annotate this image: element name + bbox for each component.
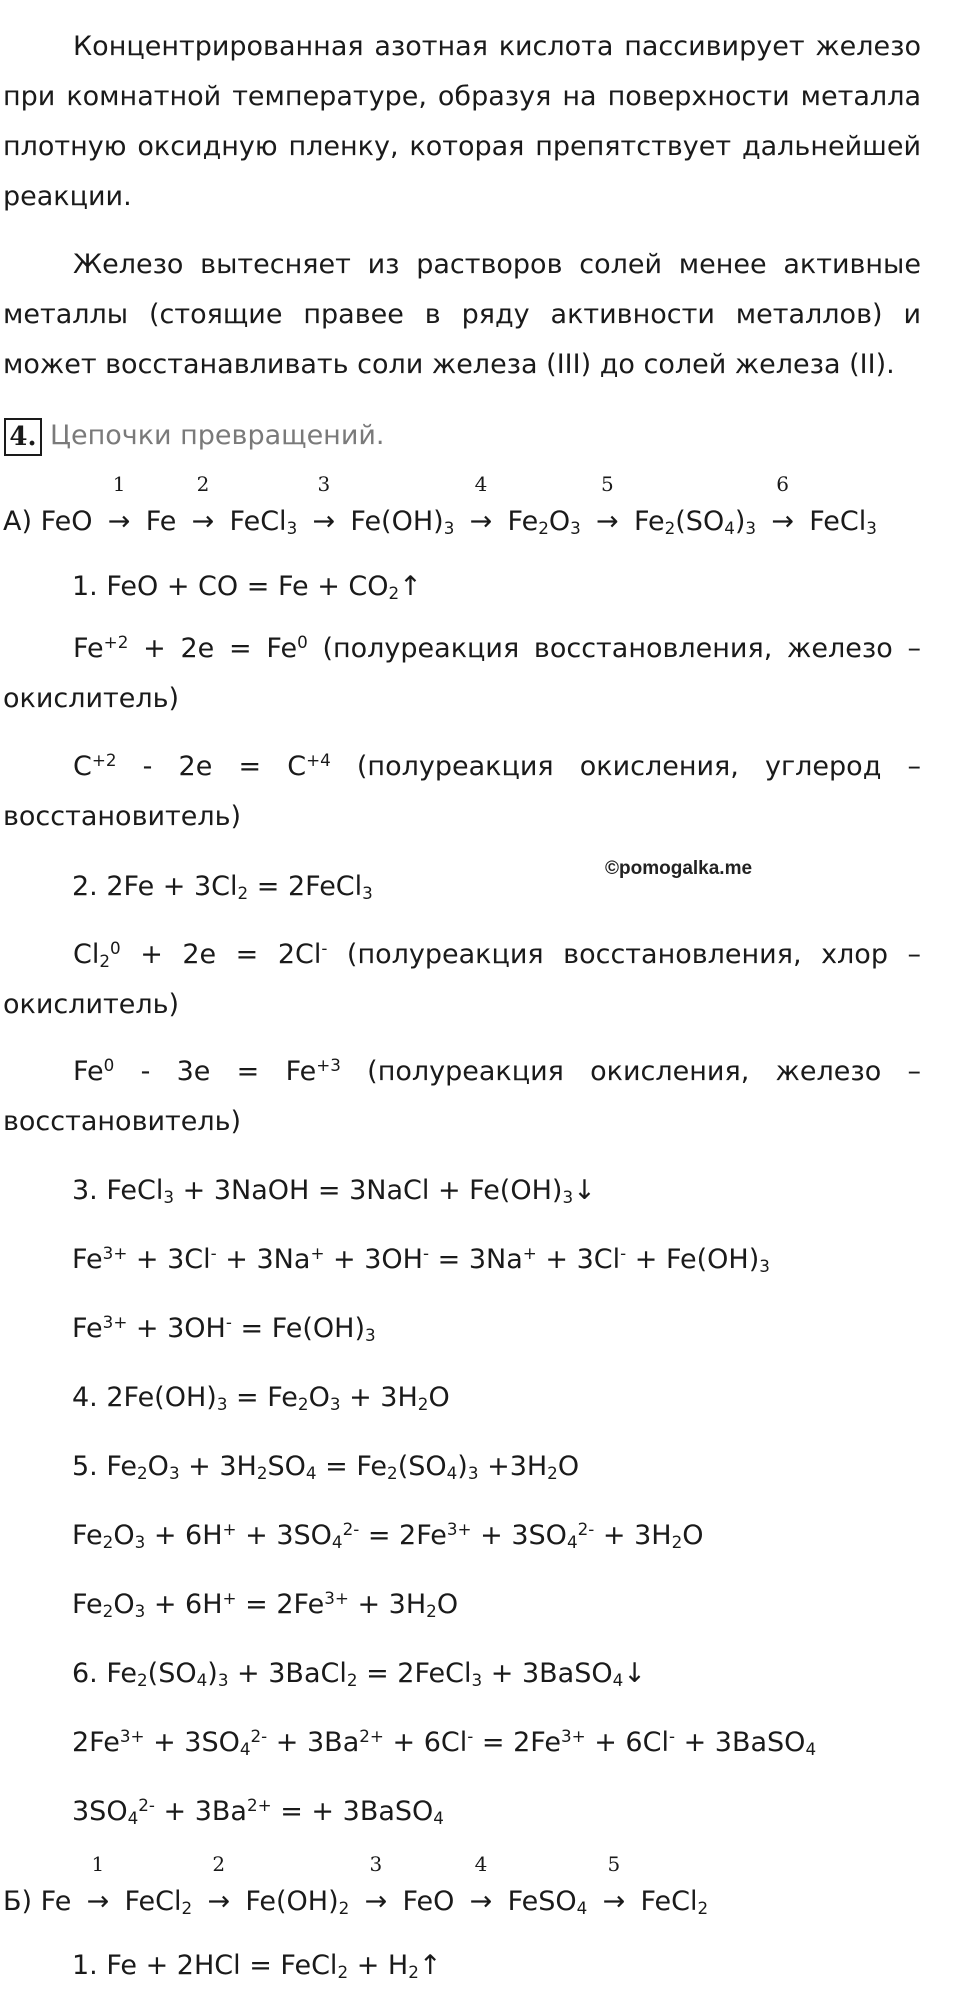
equation-a3-ionic-full: $Fe^{3+} + 3Cl^- + 3Na^+ + 3OH^- = 3Na^+ + 3Cl^- + Fe(OH)_3$ (72, 1242, 770, 1277)
equation-a2: 2. $2Fe + 3Cl_2$ = 2FeCl$_3$ (72, 871, 373, 904)
chain-label: Б) (3, 1886, 33, 1917)
paragraph-text: Концентрированная азотная кислота пассивирует железо при комнатной температуре, образуя на поверхности металла плотную оксидную пленку, которая препятствует дальнейшей реакции. (3, 31, 921, 212)
chain-b: Б) Fe 1 → FeCl$_2$ 2 → $Fe(OH)_2$ 3 → FeO 4 → FeSO$_4$ 5 → FeCl$_2$ (3, 1882, 708, 1922)
half-reaction-a1-reduction: $Fe^{+2} + 2e = Fe^0$ (полуреакция восстановления, железо – окислитель) (3, 631, 921, 714)
equation-a3-ionic-short: $Fe^{3+} + 3OH^- = Fe(OH)_3$ (72, 1311, 376, 1346)
chain-label: А) (3, 506, 33, 537)
watermark: ©pomogalka.me (605, 858, 753, 879)
half-reaction-a1-oxidation: $C^{+2} - 2e = C^{+4}$ (полуреакция окисления, углерод – восстановитель) (3, 749, 921, 832)
chain-arrow: 1 → (86, 1852, 110, 1917)
paragraph-text: Железо вытесняет из растворов солей менее активные металлы (стоящие правее в ряду активности металлов) и может восстанавливать соли железа (III) до солей железа (II). (3, 249, 921, 380)
equation-a5: 5. $Fe_2O_3 + 3H_2SO_4 = Fe_2(SO_4)_3 +3H_2O$ (72, 1451, 580, 1484)
paragraph-passivation (3, 22, 921, 222)
paragraph-displacement (3, 240, 921, 390)
half-reaction-a2-oxidation: $Fe^0 - 3e = Fe^{+3}$ (полуреакция окисления, железо – восстановитель) (3, 1054, 921, 1137)
equation-b1: 1. Fe + 2HCl = FeCl$_2$ + $H_2↑$ (72, 1950, 442, 1983)
chain-arrow: 5 → (602, 1852, 626, 1917)
chain-arrow: 6 → (771, 472, 794, 537)
equation-a5-ionic-short: $Fe_2O_3 + 6H^+ = 2Fe^{3+} + 3H_2O$ (72, 1587, 459, 1622)
task-number-box: 4. (4, 418, 42, 456)
chain-arrow: 2 → (191, 472, 215, 537)
equation-a6: 6. $Fe_2(SO_4)_3$ + 3BaCl$_2$ = 2FeCl$_3$ + 3BaSO$_4$↓ (72, 1658, 646, 1691)
chain-a: А) FeO 1 → Fe 2 → FeCl$_3$ 3 → $Fe(OH)_3$ 4 → $Fe_2O_3$ 5 → $Fe_2(SO_4)_3$ 6 → FeCl$_3$ (3, 502, 877, 542)
chain-arrow: 4 → (469, 1852, 493, 1917)
equation-a3: 3. FeCl$_3$ + 3NaOH = 3NaCl + $Fe(OH)_3↓$ (72, 1175, 596, 1208)
chain-arrow: 1 → (107, 472, 131, 537)
chain-arrow: 4 → (469, 472, 493, 537)
chain-arrow: 2 → (207, 1852, 231, 1917)
equation-a1: 1. FeO + CO = $Fe + CO_2↑$ (72, 571, 422, 604)
chain-arrow: 3 → (364, 1852, 388, 1917)
chain-arrow: 3 → (312, 472, 336, 537)
task-title: Цепочки превращений. (50, 420, 385, 451)
equation-a6-ionic-full: $2Fe^{3+} + 3SO_4^{2-} + 3Ba^{2+} + 6Cl^- = 2Fe^{3+} + 6Cl^-$ + 3BaSO$_4$ (72, 1725, 817, 1760)
chain-arrow: 5 → (596, 472, 619, 537)
equation-a4: 4. $2Fe(OH)_3 = Fe_2O_3 + 3H_2O$ (72, 1382, 450, 1415)
equation-a5-ionic-full: $Fe_2O_3 + 6H^+ + 3SO_4^{2-} = 2Fe^{3+} + 3SO_4^{2-} + 3H_2O$ (72, 1518, 704, 1553)
half-reaction-a2-reduction: $Cl_2^0 + 2e = 2Cl^-$ (полуреакция восстановления, хлор – окислитель) (3, 937, 921, 1020)
equation-a6-ionic-short: $3SO_4^{2-} + 3Ba^{2+}$ = + 3BaSO$_4$ (72, 1794, 444, 1829)
